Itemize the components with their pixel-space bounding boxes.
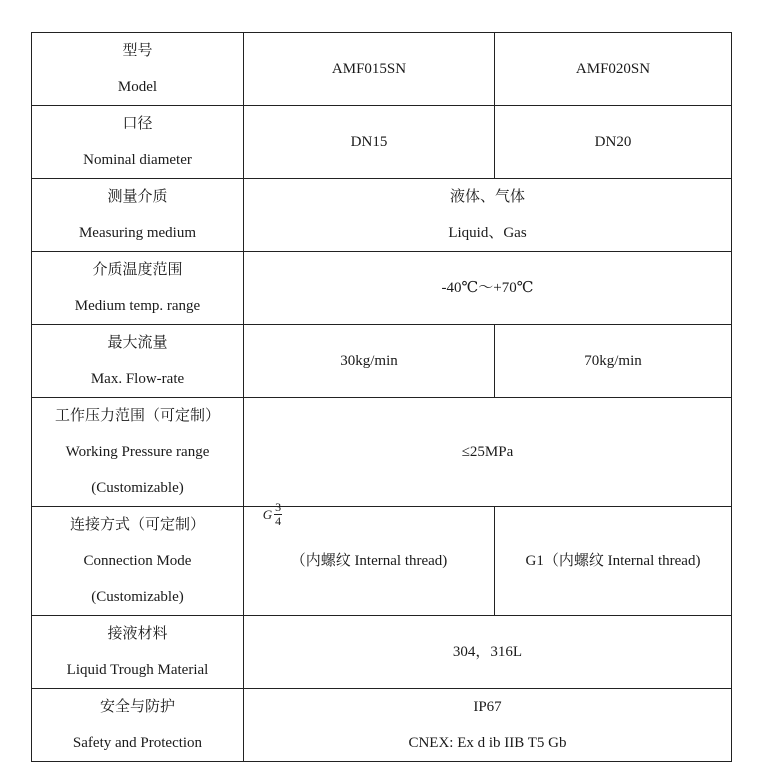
- row-label: [32, 33, 244, 106]
- label-en: Max. Flow-rate: [90, 371, 185, 387]
- thread-spec: [262, 500, 448, 579]
- value-cell: [244, 179, 732, 252]
- label-en: Nominal diameter: [83, 152, 192, 168]
- value-cell: AMF015SN: [244, 33, 495, 106]
- value-line-1: IP67: [473, 699, 502, 715]
- label-en: Connection Mode: [83, 553, 192, 569]
- label-cn: 测量介质: [107, 189, 168, 205]
- value-cell: AMF020SN: [495, 33, 732, 106]
- fraction-denominator: 4: [275, 514, 282, 528]
- table-row: [32, 398, 732, 507]
- value-cell: 70kg/min: [495, 325, 732, 398]
- value-cell: -40℃～+70℃: [244, 252, 732, 325]
- value-cell: DN20: [495, 106, 732, 179]
- value-cn: 液体、气体: [449, 189, 525, 205]
- value-cell: [244, 689, 732, 762]
- value-cell: ≤25MPa: [244, 398, 732, 507]
- row-label: [32, 398, 244, 507]
- value-cell: [244, 500, 495, 616]
- thread-fraction: [263, 501, 282, 528]
- label-cn: 安全与防护: [99, 699, 175, 715]
- table-row: [32, 616, 732, 689]
- label-cn: 口径: [122, 116, 153, 132]
- label-en: Liquid Trough Material: [66, 662, 209, 678]
- label-en: Medium temp. range: [74, 298, 201, 314]
- spec-table: [31, 32, 732, 762]
- label-cn: 最大流量: [107, 335, 168, 351]
- label-en: Working Pressure range: [65, 444, 210, 460]
- label-en: Measuring medium: [78, 225, 197, 241]
- label-cn: 连接方式（可定制）: [69, 517, 205, 533]
- label-cn: 型号: [122, 43, 153, 59]
- row-label: [32, 179, 244, 252]
- fraction-numerator: 3: [275, 500, 282, 514]
- row-label: [32, 252, 244, 325]
- value-en: Liquid、Gas: [448, 225, 527, 241]
- row-label: [32, 106, 244, 179]
- table-row: [32, 106, 732, 179]
- value-line-2: CNEX: Ex d ib IIB T5 Gb: [408, 735, 567, 751]
- label-en: Safety and Protection: [72, 735, 203, 751]
- table-row: [32, 507, 732, 616]
- thread-g: G: [262, 506, 273, 522]
- row-label: [32, 325, 244, 398]
- value-cell: DN15: [244, 106, 495, 179]
- label-en: Model: [117, 79, 158, 95]
- table-row: [32, 33, 732, 106]
- table-row: [32, 179, 732, 252]
- table-row: [32, 252, 732, 325]
- row-label: [32, 616, 244, 689]
- value-cell: G1（内螺纹 Internal thread): [495, 507, 732, 616]
- table-row: [32, 689, 732, 762]
- value-cell: 304，316L: [244, 616, 732, 689]
- label-cn: 介质温度范围: [92, 262, 183, 278]
- row-label: [32, 507, 244, 616]
- label-note: (Customizable): [91, 589, 184, 605]
- row-label: [32, 689, 244, 762]
- label-cn: 接液材料: [107, 626, 168, 642]
- value-cell: 30kg/min: [244, 325, 495, 398]
- thread-text: （内螺纹 Internal thread): [290, 553, 448, 569]
- table-row: [32, 325, 732, 398]
- label-cn: 工作压力范围（可定制）: [54, 408, 220, 424]
- label-note: (Customizable): [91, 480, 184, 496]
